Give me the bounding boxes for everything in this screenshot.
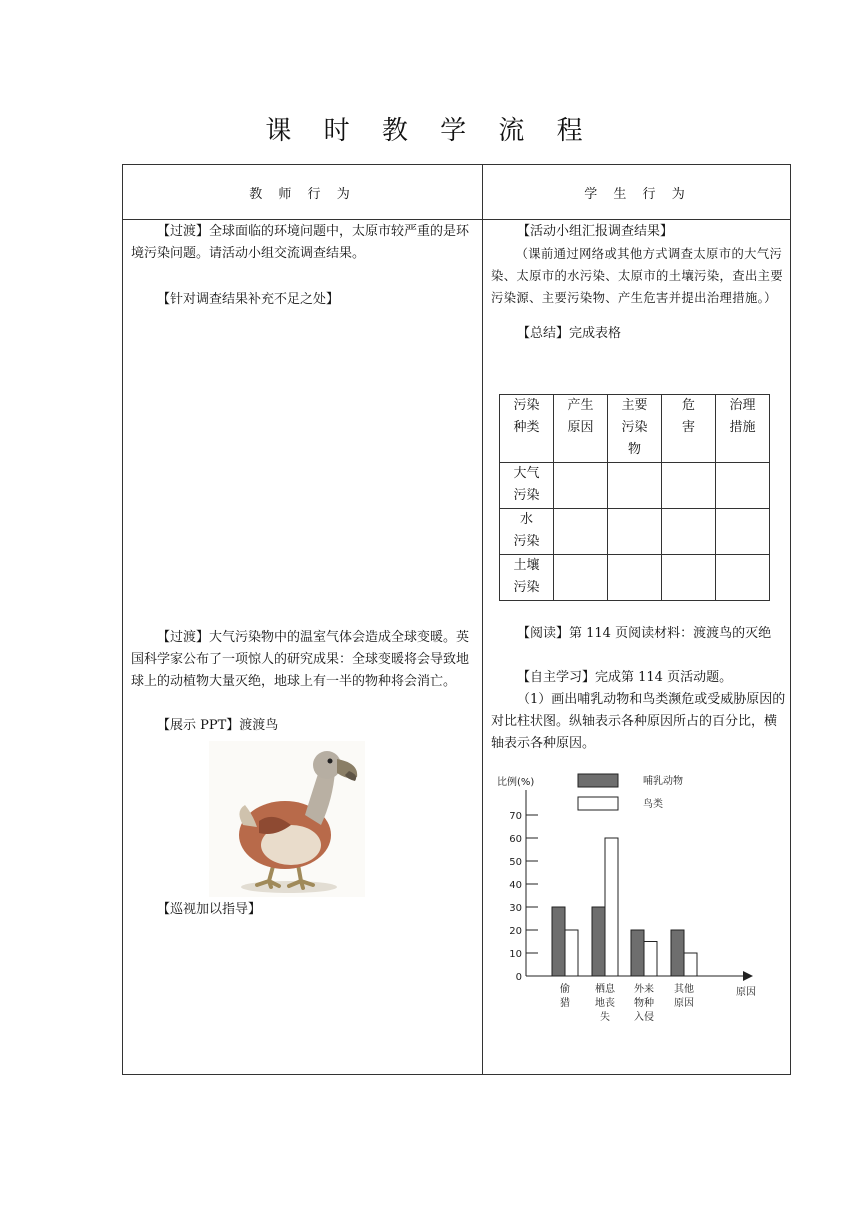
category-label: 偷 (560, 984, 570, 995)
student-report: 【活动小组汇报调查结果】 (517, 224, 674, 239)
y-tick-label: 60 (509, 834, 522, 845)
bar (565, 930, 578, 976)
lesson-table (122, 164, 791, 1075)
bar (671, 930, 684, 976)
header-divider (123, 219, 790, 220)
table-header-cell: 污染 种类 (500, 395, 554, 463)
bar (605, 838, 618, 976)
y-tick-label: 50 (509, 857, 522, 868)
category-label: 外来 (634, 984, 654, 995)
student-survey-note: （课前通过网络或其他方式调查太原市的大气污染、太原市的水污染、太原市的土壤污染，查出主要污染源、主要污染物、产生危害并提出治理措施。） (491, 247, 784, 305)
category-label: 物种 (634, 998, 654, 1009)
student-column-header: 学 生 行 为 (584, 187, 691, 202)
teacher-transition-1: 【过渡】全球面临的环境问题中，太原市较严重的是环境污染问题。请活动小组交流调查结果。 (131, 224, 470, 261)
threat-causes-bar-chart (483, 765, 792, 1035)
category-label: 原因 (674, 998, 694, 1009)
bar (631, 930, 644, 976)
teacher-supplement: 【针对调查结果补充不足之处】 (157, 292, 340, 307)
student-summary: 【总结】完成表格 (517, 326, 622, 341)
y-tick-label: 20 (509, 926, 522, 937)
student-activity-1: （1）画出哺乳动物和鸟类濒危或受威胁原因的对比柱状图。纵轴表示各种原因所占的百分比，横轴表示各种原因。 (491, 692, 786, 751)
y-tick-label: 0 (515, 972, 522, 983)
legend-label: 哺乳动物 (643, 776, 683, 787)
teacher-transition-2: 【过渡】大气污染物中的温室气体会造成全球变暖。英国科学家公布了一项惊人的研究成果：全球变暖将会导致地球上的动植物大量灭绝，地球上有一半的物种将会消亡。 (131, 630, 470, 689)
page-title: 课 时 教 学 流 程 (265, 116, 595, 146)
table-header-cell: 主要 污染 物 (608, 395, 662, 463)
student-self-study: 【自主学习】完成第 114 页活动题。 (517, 670, 733, 685)
category-label: 地丧 (595, 998, 615, 1009)
y-tick-label: 70 (509, 811, 522, 822)
x-axis-label: 原因 (736, 987, 756, 998)
x-axis-arrow (743, 971, 753, 981)
category-label: 失 (600, 1012, 610, 1023)
table-header-cell: 危 害 (662, 395, 716, 463)
legend-label: 鸟类 (643, 799, 663, 810)
table-row-label: 大气 污染 (500, 463, 554, 509)
table-header-cell: 治理 措施 (716, 395, 770, 463)
legend-swatch (578, 774, 618, 787)
teacher-guidance: 【巡视加以指导】 (157, 902, 262, 917)
student-reading: 【阅读】第 114 页阅读材料：渡渡鸟的灭绝 (517, 626, 772, 641)
y-tick-label: 40 (509, 880, 522, 891)
category-label: 其他 (674, 984, 694, 995)
category-label: 猎 (560, 998, 570, 1009)
bar (644, 942, 657, 977)
y-tick-label: 30 (509, 903, 522, 914)
table-row-label: 水 污染 (500, 509, 554, 555)
bar (684, 953, 697, 976)
pollution-table (499, 394, 770, 601)
category-label: 入侵 (634, 1012, 654, 1023)
teacher-column-header: 教 师 行 为 (249, 187, 356, 202)
table-row-label: 土壤 污染 (500, 555, 554, 601)
legend-swatch (578, 797, 618, 810)
y-tick-label: 10 (509, 949, 522, 960)
teacher-show-ppt: 【展示 PPT】渡渡鸟 (157, 718, 279, 733)
bar (592, 907, 605, 976)
category-label: 栖息 (595, 984, 615, 995)
table-header-cell: 产生 原因 (554, 395, 608, 463)
y-axis-label: 比例(%) (497, 777, 535, 788)
dodo-bird-icon (209, 741, 365, 897)
bar (552, 907, 565, 976)
